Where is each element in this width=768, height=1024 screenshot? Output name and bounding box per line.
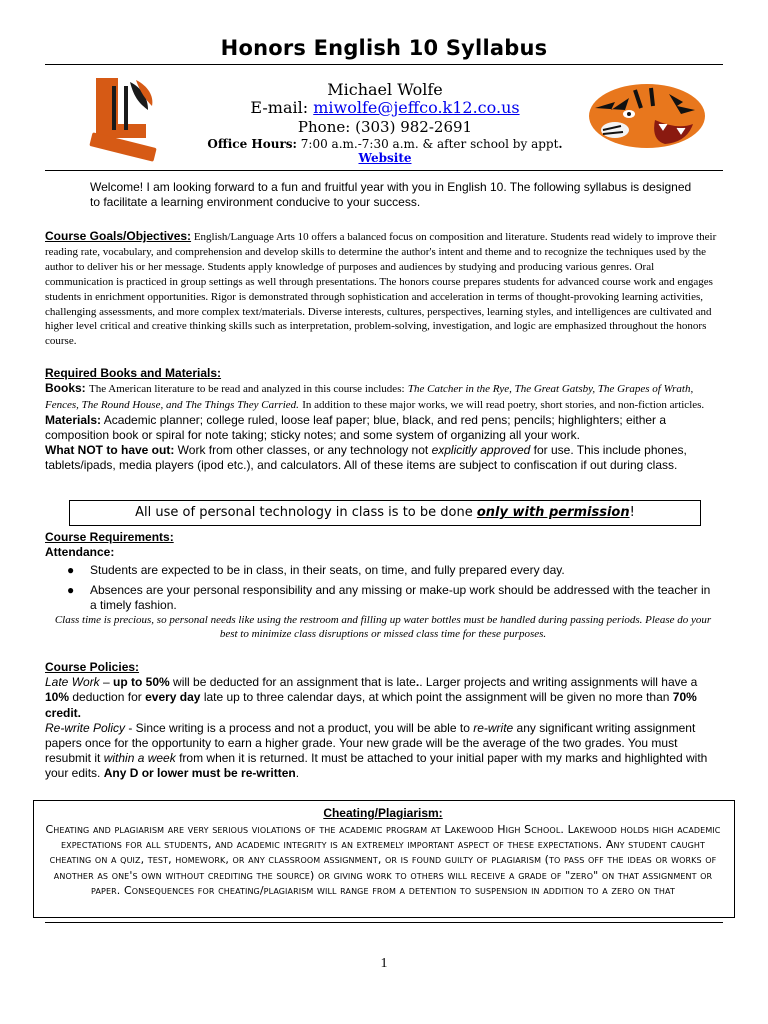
cheating-heading: Cheating/Plagiarism:: [323, 806, 443, 820]
phone-label: Phone:: [297, 118, 351, 136]
class-time-note: Class time is precious, so personal needs like using the restroom and filling up water bottles must be handled during passing periods. Please do your best to minimize class disruptions or missed class time for these purposes.: [54, 614, 712, 640]
materials-heading: Required Books and Materials:: [45, 366, 222, 380]
not-allowed-emphasis: explicitly approved: [431, 443, 531, 457]
technology-notice-emphasis: only with permission: [476, 505, 630, 520]
page-title: Honors English 10 Syllabus: [220, 36, 548, 60]
not-allowed-text-a: Work from other classes, or any technology not: [177, 443, 429, 457]
course-goals-heading: Course Goals/Objectives:: [45, 229, 192, 243]
rewrite-policy: Re-write Policy - Since writing is a process and not a product, you will be able to re-write any significant writing assignment papers once for the opportunity to earn a higher grade. Your new grade will be the average of the two grades. You must resubmit it within a week from when it is returned. It must be attached to your initial paper with my marks and highlighted with your edits. Any D or lower must be re-written.: [45, 720, 708, 781]
footer-rule: [45, 922, 723, 923]
technology-notice-text: All use of personal technology in class is to be done: [135, 505, 473, 520]
cheating-text: Cheating and plagiarism are very serious violations of the academic program at Lakewood High School. Lakewood holds high academic expectations for all students, and academic integrity is an extremely important aspect of these expectations. Any student caught cheating on a quiz, test, homework, or any classroom assignment, or is found guilty of plagiarism (to pass off the ideas or works of another as one's own without crediting the source) or giving work to others will receive a grade of "zero" on that assignment or paper. Consequences for cheating/plagiarism will range from a detention to suspension in addition to a zero on that: [45, 823, 721, 897]
office-hours-line: Office Hours: 7:00 a.m.-7:30 a.m. & after school by appt.: [207, 137, 563, 151]
books-text: The American literature to be read and analyzed in this course includes:: [89, 383, 405, 395]
late-work-label: Late Work: [45, 675, 100, 690]
materials-text: Academic planner; college ruled, loose leaf paper; blue, black, and red pens; pencils; highlighters; either a composition book or spiral for note taking; sticky notes; and some system of organizing all your work.: [45, 413, 667, 442]
books-label: Books:: [45, 381, 86, 395]
email-link[interactable]: miwolfe@jeffco.k12.co.us: [313, 98, 520, 117]
teacher-name: Michael Wolfe: [327, 80, 443, 99]
bullet-item: Absences are your personal responsibility and any missing or make-up work should be addressed with the teacher in a timely fashion.: [90, 583, 711, 612]
materials-label: Materials:: [45, 413, 102, 427]
tiger-mascot-image: [585, 80, 709, 150]
phone-line: [180, 118, 590, 136]
phone-number: (303) 982-2691: [355, 118, 473, 136]
course-goals-section: [45, 229, 721, 349]
policies-heading: Course Policies:: [45, 660, 140, 674]
not-allowed-label: What NOT to have out:: [45, 443, 175, 457]
technology-notice-end: !: [629, 505, 635, 520]
email-label: E-mail:: [250, 98, 309, 117]
policies-section: [45, 660, 721, 782]
bullet-icon: ●: [67, 583, 75, 597]
requirements-section: [45, 530, 721, 560]
rewrite-label: Re-write Policy: [45, 720, 126, 735]
course-goals-text: English/Language Arts 10 offers a balanced focus on composition and literature. Students read widely to improve their reading rate, vocabulary, and comprehension and develop skills to determine the author's intent and theme and to recognize the techniques used by the author to deliver his or her message. Students apply knowledge of purposes and audiences by studying and producing various genres. Oral communication is practiced in group settings as well through presentations. The honors course prepares students for advanced course work and engages students in enrichment opportunities. Rigor is demonstrated through sophistication and acceleration in terms of thought-provoking learning activities, challenging assessments, and more complex text/materials. Diverse interests, cultures, perspectives, learning styles, and intelligences are cultivated and higher level critical and creative thinking skills such as interpretation, problem-solving, investigation, and logic are emphasized throughout the honors course.: [45, 231, 717, 348]
not-allowed-text-b: for use. This include phones, tablets/ipads, media players (ipod etc.), and calculators. All of these items are subject to confiscation if out during class.: [45, 443, 687, 472]
office-hours-value: 7:00 a.m.-7:30 a.m. & after school by appt: [300, 137, 559, 151]
title-rule: [45, 64, 723, 65]
website-link[interactable]: Website: [358, 151, 412, 165]
website-line: [180, 151, 590, 165]
page-number: 1: [380, 956, 388, 971]
materials-section: [45, 366, 721, 473]
header-rule: [45, 170, 723, 171]
attendance-heading: Attendance:: [45, 545, 115, 559]
school-logo: [82, 74, 164, 162]
office-hours-label: Office Hours:: [207, 137, 297, 151]
bullet-item: Students are expected to be in class, in their seats, on time, and fully prepared every day.: [90, 563, 565, 577]
books-after: In addition to these major works, we will read poetry, short stories, and non-fiction articles.: [302, 399, 705, 411]
email-line: [180, 98, 590, 117]
welcome-text: Welcome! I am looking forward to a fun and fruitful year with you in English 10. The following syllabus is designed to facilitate a learning environment conducive to your success.: [90, 180, 692, 209]
bullet-icon: ●: [67, 563, 75, 577]
technology-notice-box: [69, 500, 701, 526]
late-work-policy: Late Work – up to 50% will be deducted for an assignment that is late.. Larger projects and writing assignments will have a 10% deduction for every day late up to three calendar days, at which point the assignment will be given no more than 70% credit.: [45, 675, 698, 720]
requirements-heading: Course Requirements:: [45, 530, 174, 544]
books-titles: The Catcher in the Rye, The Great Gatsby, The Grapes of Wrath, Fences, The Round House, and The Things They Carried.: [45, 383, 694, 411]
